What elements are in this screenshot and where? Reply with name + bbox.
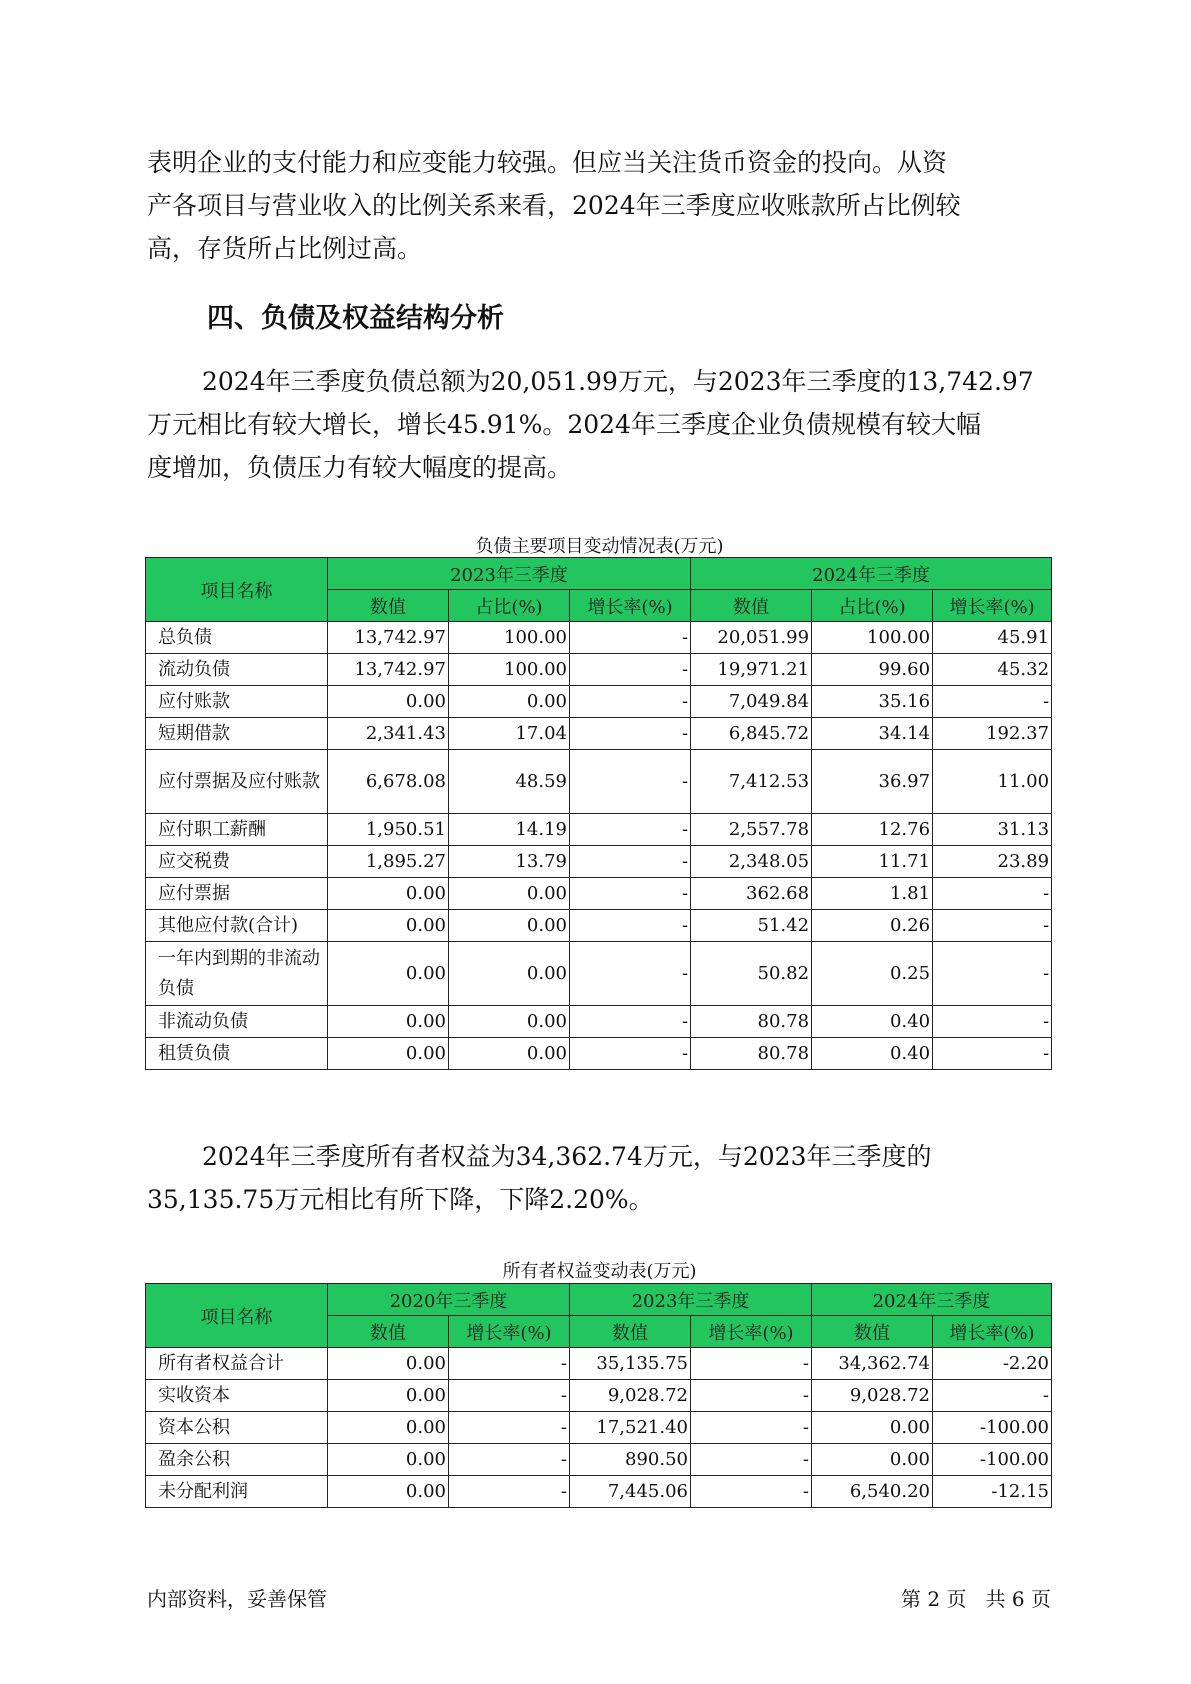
value-cell: 0.00: [812, 1444, 933, 1476]
value-cell: 0.00: [328, 686, 449, 718]
sub-column-header: 数值: [812, 1316, 933, 1348]
value-cell: 6,845.72: [691, 718, 812, 750]
value-cell: 50.82: [691, 942, 812, 1006]
value-cell: -: [449, 1444, 570, 1476]
value-cell: 0.00: [449, 910, 570, 942]
value-cell: -: [933, 910, 1052, 942]
value-cell: 0.00: [328, 1412, 449, 1444]
value-cell: -: [570, 814, 691, 846]
value-cell: 23.89: [933, 846, 1052, 878]
period-header: 2024年三季度: [691, 558, 1052, 590]
value-cell: -: [449, 1412, 570, 1444]
row-name-cell: 短期借款: [146, 718, 328, 750]
table-row: [146, 622, 1052, 654]
sub-column-header: 增长率(%): [933, 590, 1052, 622]
value-cell: 48.59: [449, 750, 570, 814]
value-cell: 6,678.08: [328, 750, 449, 814]
table-row: [146, 1444, 1052, 1476]
value-cell: 7,412.53: [691, 750, 812, 814]
value-cell: 51.42: [691, 910, 812, 942]
paragraph-line: 产各项目与营业收入的比例关系来看，2024年三季度应收账款所占比例较: [147, 191, 961, 220]
table-row: [146, 878, 1052, 910]
value-cell: -: [570, 750, 691, 814]
value-cell: 99.60: [812, 654, 933, 686]
paragraph-line: 万元相比有较大增长，增长45.91%。2024年三季度企业负债规模有较大幅: [147, 410, 981, 439]
value-cell: 9,028.72: [570, 1380, 691, 1412]
value-cell: 34,362.74: [812, 1348, 933, 1380]
value-cell: 0.00: [449, 1038, 570, 1070]
paragraph-line: 表明企业的支付能力和应变能力较强。但应当关注货币资金的投向。从资: [147, 148, 948, 177]
value-cell: 0.00: [328, 878, 449, 910]
value-cell: 0.00: [449, 942, 570, 1006]
value-cell: 0.00: [328, 910, 449, 942]
row-name-cell: 租赁负债: [146, 1038, 328, 1070]
sub-column-header: 增长率(%): [691, 1316, 812, 1348]
value-cell: -100.00: [933, 1444, 1052, 1476]
value-cell: 34.14: [812, 718, 933, 750]
value-cell: 45.91: [933, 622, 1052, 654]
row-name-cell: 所有者权益合计: [146, 1348, 328, 1380]
row-name-cell: 资本公积: [146, 1412, 328, 1444]
value-cell: 0.25: [812, 942, 933, 1006]
period-header: 2023年三季度: [570, 1284, 812, 1316]
table-row: [146, 1476, 1052, 1508]
value-cell: 362.68: [691, 878, 812, 910]
value-cell: 2,348.05: [691, 846, 812, 878]
value-cell: 100.00: [812, 622, 933, 654]
row-name-cell: 应付账款: [146, 686, 328, 718]
value-cell: -12.15: [933, 1476, 1052, 1508]
sub-column-header: 数值: [570, 1316, 691, 1348]
value-cell: -: [570, 1038, 691, 1070]
value-cell: 80.78: [691, 1006, 812, 1038]
value-cell: 0.00: [812, 1412, 933, 1444]
table-row: [146, 750, 1052, 814]
sub-column-header: 增长率(%): [570, 590, 691, 622]
value-cell: -: [570, 686, 691, 718]
value-cell: 35.16: [812, 686, 933, 718]
value-cell: 0.00: [328, 1348, 449, 1380]
value-cell: -: [570, 910, 691, 942]
table-row: [146, 718, 1052, 750]
value-cell: 0.00: [328, 1006, 449, 1038]
table-row: [146, 814, 1052, 846]
sub-column-header: 数值: [328, 1316, 449, 1348]
row-name-cell: 一年内到期的非流动负债: [146, 942, 328, 1006]
value-cell: -: [691, 1444, 812, 1476]
period-header: 2023年三季度: [328, 558, 691, 590]
value-cell: 17.04: [449, 718, 570, 750]
name-column-header: 项目名称: [146, 1284, 328, 1348]
liability-paragraph: [147, 360, 1052, 489]
value-cell: -: [691, 1348, 812, 1380]
row-name-cell: 其他应付款(合计): [146, 910, 328, 942]
value-cell: -: [933, 686, 1052, 718]
value-cell: -2.20: [933, 1348, 1052, 1380]
value-cell: 100.00: [449, 654, 570, 686]
value-cell: -: [449, 1348, 570, 1380]
value-cell: 6,540.20: [812, 1476, 933, 1508]
sub-column-header: 占比(%): [812, 590, 933, 622]
value-cell: 100.00: [449, 622, 570, 654]
value-cell: 1.81: [812, 878, 933, 910]
value-cell: 13,742.97: [328, 622, 449, 654]
value-cell: 0.40: [812, 1038, 933, 1070]
sub-column-header: 数值: [328, 590, 449, 622]
row-name-cell: 流动负债: [146, 654, 328, 686]
value-cell: 17,521.40: [570, 1412, 691, 1444]
value-cell: 11.00: [933, 750, 1052, 814]
value-cell: -: [570, 654, 691, 686]
value-cell: -: [933, 1380, 1052, 1412]
table-row: [146, 1006, 1052, 1038]
row-name-cell: 应交税费: [146, 846, 328, 878]
value-cell: -: [570, 846, 691, 878]
value-cell: -: [933, 942, 1052, 1006]
row-name-cell: 盈余公积: [146, 1444, 328, 1476]
value-cell: 1,950.51: [328, 814, 449, 846]
value-cell: 0.00: [449, 878, 570, 910]
table-row: [146, 910, 1052, 942]
value-cell: -: [570, 622, 691, 654]
row-name-cell: 非流动负债: [146, 1006, 328, 1038]
row-name-cell: 应付职工薪酬: [146, 814, 328, 846]
table-row: [146, 686, 1052, 718]
sub-column-header: 数值: [691, 590, 812, 622]
value-cell: 7,049.84: [691, 686, 812, 718]
sub-column-header: 增长率(%): [933, 1316, 1052, 1348]
equity-table-caption: 所有者权益变动表(万元): [502, 1261, 697, 1282]
value-cell: 1,895.27: [328, 846, 449, 878]
paragraph-line: 度增加，负债压力有较大幅度的提高。: [147, 453, 573, 482]
value-cell: 2,557.78: [691, 814, 812, 846]
value-cell: 7,445.06: [570, 1476, 691, 1508]
value-cell: 13,742.97: [328, 654, 449, 686]
section-heading: 四、负债及权益结构分析: [207, 303, 504, 334]
equity-paragraph: [147, 1135, 1052, 1221]
table-row: [146, 1380, 1052, 1412]
value-cell: -: [449, 1476, 570, 1508]
value-cell: -: [933, 1038, 1052, 1070]
value-cell: 20,051.99: [691, 622, 812, 654]
value-cell: 35,135.75: [570, 1348, 691, 1380]
value-cell: -100.00: [933, 1412, 1052, 1444]
value-cell: 13.79: [449, 846, 570, 878]
value-cell: -: [570, 718, 691, 750]
value-cell: 890.50: [570, 1444, 691, 1476]
row-name-cell: 实收资本: [146, 1380, 328, 1412]
value-cell: -: [691, 1476, 812, 1508]
table-row: [146, 1348, 1052, 1380]
value-cell: -: [449, 1380, 570, 1412]
row-name-cell: 应付票据: [146, 878, 328, 910]
table-row: [146, 942, 1052, 1006]
value-cell: -: [691, 1412, 812, 1444]
row-name-cell: 总负债: [146, 622, 328, 654]
value-cell: 0.40: [812, 1006, 933, 1038]
value-cell: 45.32: [933, 654, 1052, 686]
paragraph-line: 2024年三季度所有者权益为34,362.74万元，与2023年三季度的: [202, 1142, 932, 1171]
value-cell: 9,028.72: [812, 1380, 933, 1412]
value-cell: 0.00: [328, 942, 449, 1006]
value-cell: 19,971.21: [691, 654, 812, 686]
table-row: [146, 1038, 1052, 1070]
value-cell: 12.76: [812, 814, 933, 846]
value-cell: 0.00: [328, 1476, 449, 1508]
table-row: [146, 654, 1052, 686]
equity-table: [145, 1283, 1052, 1508]
row-name-cell: 应付票据及应付账款: [146, 750, 328, 814]
table-row: [146, 1412, 1052, 1444]
intro-paragraph: [147, 141, 1052, 270]
row-name-cell: 未分配利润: [146, 1476, 328, 1508]
period-header: 2024年三季度: [812, 1284, 1052, 1316]
value-cell: 11.71: [812, 846, 933, 878]
value-cell: 192.37: [933, 718, 1052, 750]
paragraph-line: 35,135.75万元相比有所下降，下降2.20%。: [147, 1185, 654, 1214]
footer-note: 内部资料，妥善保管: [147, 1587, 327, 1611]
value-cell: 0.00: [449, 1006, 570, 1038]
value-cell: 2,341.43: [328, 718, 449, 750]
value-cell: -: [570, 942, 691, 1006]
liability-table-caption: 负债主要项目变动情况表(万元): [475, 536, 724, 557]
value-cell: 14.19: [449, 814, 570, 846]
value-cell: -: [933, 1006, 1052, 1038]
liability-table: [145, 557, 1052, 1070]
name-column-header: 项目名称: [146, 558, 328, 622]
value-cell: 0.00: [328, 1038, 449, 1070]
sub-column-header: 占比(%): [449, 590, 570, 622]
value-cell: 80.78: [691, 1038, 812, 1070]
value-cell: -: [570, 1006, 691, 1038]
table-row: [146, 846, 1052, 878]
value-cell: 0.00: [328, 1444, 449, 1476]
page-number: 第 2 页 共 6 页: [901, 1587, 1051, 1611]
value-cell: -: [691, 1380, 812, 1412]
value-cell: 0.26: [812, 910, 933, 942]
value-cell: -: [570, 878, 691, 910]
sub-column-header: 增长率(%): [449, 1316, 570, 1348]
value-cell: 31.13: [933, 814, 1052, 846]
paragraph-line: 2024年三季度负债总额为20,051.99万元，与2023年三季度的13,742.97: [202, 367, 1034, 396]
period-header: 2020年三季度: [328, 1284, 570, 1316]
value-cell: 0.00: [328, 1380, 449, 1412]
value-cell: 0.00: [449, 686, 570, 718]
paragraph-line: 高，存货所占比例过高。: [147, 234, 423, 263]
value-cell: 36.97: [812, 750, 933, 814]
value-cell: -: [933, 878, 1052, 910]
